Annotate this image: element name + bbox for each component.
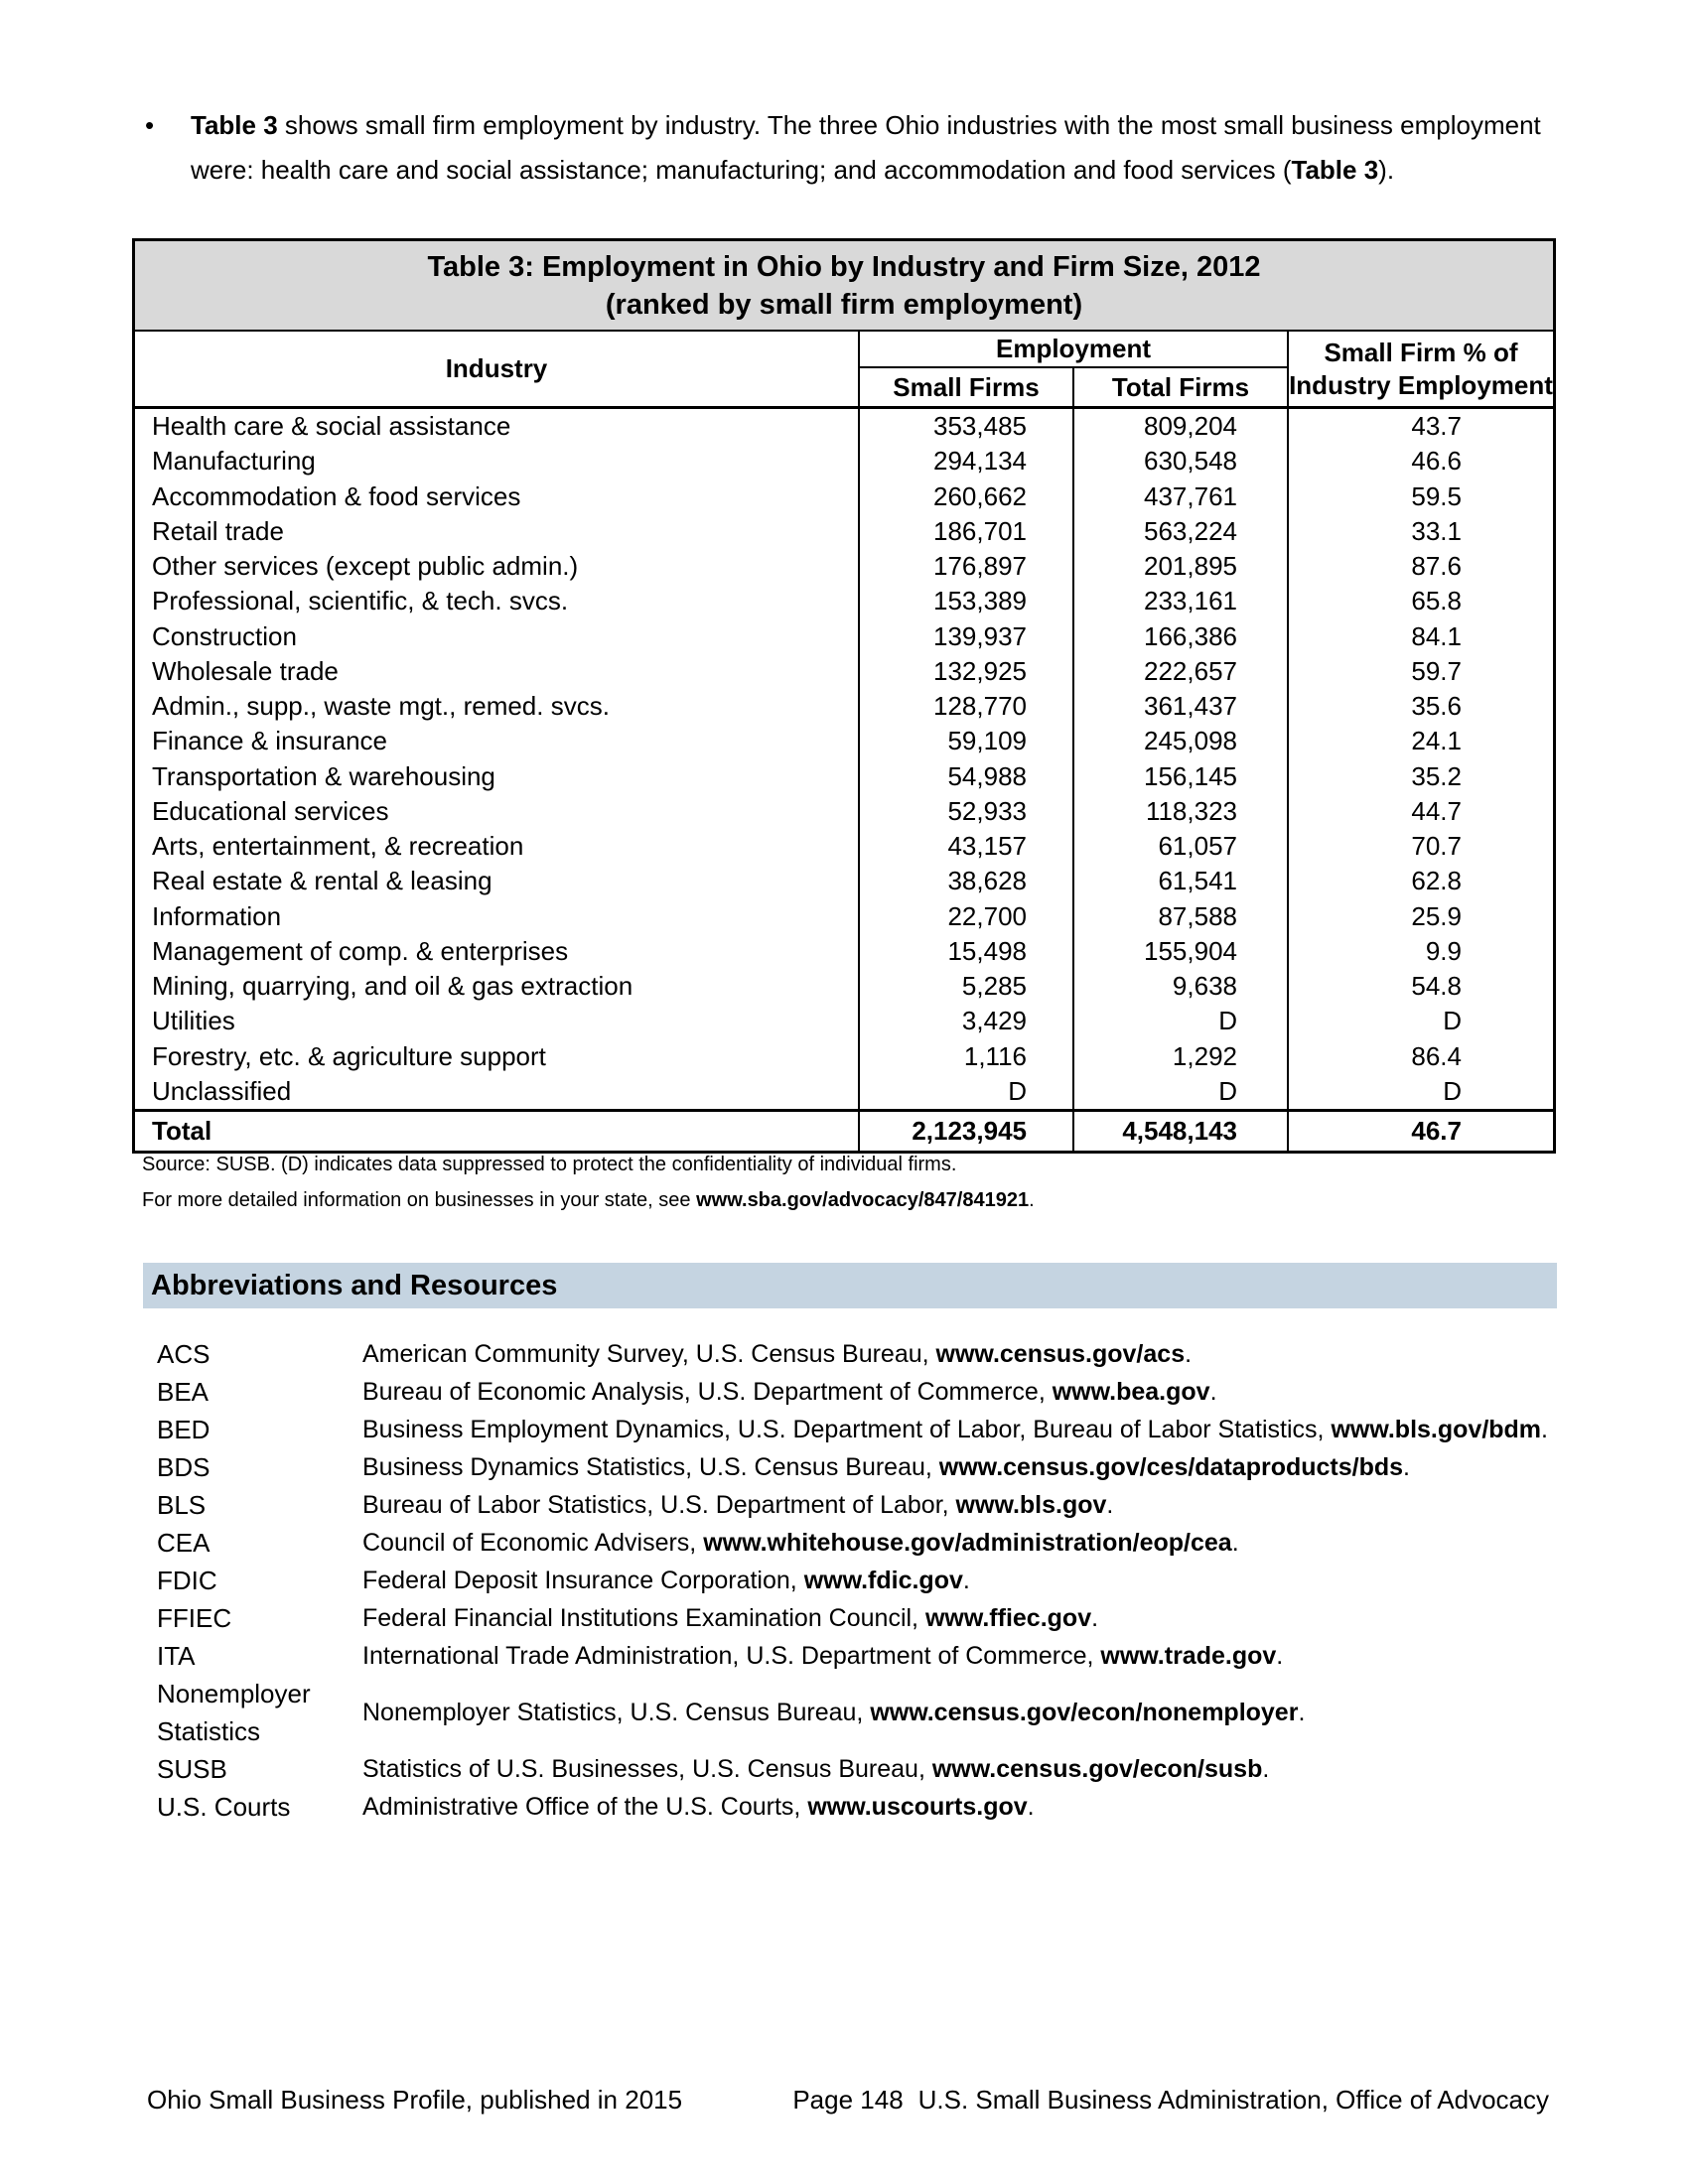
- abbreviation-suffix: .: [1091, 1604, 1099, 1632]
- abbreviation-suffix: .: [1231, 1529, 1239, 1557]
- abbreviation-url: www.fdic.gov: [803, 1567, 963, 1594]
- col-header-employment: Employment: [860, 332, 1289, 368]
- table-total-row: [135, 1109, 1553, 1151]
- table3-more-info: [142, 1188, 1035, 1212]
- table-row: [135, 444, 1553, 478]
- abbreviation-term: ITA: [157, 1641, 196, 1671]
- abbreviations-list: [157, 1335, 1626, 1826]
- footer-publication: Ohio Small Business Profile, published in 2015: [147, 2085, 683, 2115]
- cell-small-firms: 5,285: [860, 969, 1074, 1004]
- abbreviation-item: [157, 1524, 1626, 1562]
- abbreviation-description: [362, 1788, 1626, 1826]
- col-header-small-firm-pct: [1289, 332, 1553, 406]
- cell-industry: Other services (except public admin.): [135, 549, 860, 584]
- cell-small-firms: 59,109: [860, 724, 1074, 758]
- cell-small-firms: 176,897: [860, 549, 1074, 584]
- table-row: [135, 724, 1553, 758]
- cell-total-firms: 563,224: [1074, 514, 1289, 549]
- cell-industry: Arts, entertainment, & recreation: [135, 829, 860, 864]
- abbreviation-suffix: .: [1262, 1755, 1270, 1783]
- cell-total-firms: 155,904: [1074, 934, 1289, 969]
- cell-pct: D: [1443, 1006, 1462, 1036]
- cell-total-total-firms: 4,548,143: [1074, 1112, 1289, 1151]
- abbreviation-text: International Trade Administration, U.S. Department of Commerce,: [362, 1642, 1101, 1670]
- abbreviation-description: [362, 1524, 1626, 1562]
- abbreviation-url: www.uscourts.gov: [807, 1793, 1028, 1821]
- cell-total-firms: 809,204: [1074, 409, 1289, 444]
- cell-total-firms: 166,386: [1074, 619, 1289, 654]
- cell-total-label: Total: [135, 1112, 860, 1151]
- abbreviations-header-label: Abbreviations and Resources: [151, 1269, 558, 1301]
- cell-total-firms: 87,588: [1074, 899, 1289, 934]
- abbreviation-term: BLS: [157, 1490, 207, 1520]
- cell-pct: 70.7: [1411, 831, 1462, 862]
- cell-total-firms: D: [1074, 1004, 1289, 1038]
- table-row: [135, 479, 1553, 514]
- cell-industry: Accommodation & food services: [135, 479, 860, 514]
- cell-total-firms: 233,161: [1074, 584, 1289, 618]
- abbreviation-term: CEA: [157, 1528, 211, 1558]
- bullet-bold-table3: Table 3: [191, 110, 278, 140]
- abbreviation-url: www.bls.gov/bdm: [1331, 1416, 1542, 1443]
- abbreviation-url: www.census.gov/ces/dataproducts/bds: [938, 1453, 1404, 1481]
- more-info-suffix: .: [1029, 1189, 1035, 1211]
- abbreviation-text: Council of Economic Advisers,: [362, 1529, 704, 1557]
- cell-small-firms: 3,429: [860, 1004, 1074, 1038]
- abbreviation-term: ACS: [157, 1339, 211, 1369]
- abbreviation-url: www.census.gov/econ/susb: [931, 1755, 1263, 1783]
- cell-pct: 65.8: [1411, 586, 1462, 616]
- abbreviation-url: www.census.gov/acs: [935, 1340, 1186, 1368]
- cell-small-firms: 38,628: [860, 864, 1074, 898]
- col-header-pct-line2: Industry Employment: [1289, 369, 1553, 400]
- cell-industry: Manufacturing: [135, 444, 860, 478]
- table-row: [135, 1039, 1553, 1074]
- abbreviation-description: [362, 1373, 1626, 1411]
- cell-pct: 84.1: [1411, 620, 1462, 651]
- abbreviation-term: BED: [157, 1415, 211, 1444]
- col-header-industry: Industry: [135, 332, 860, 406]
- cell-total-firms: 222,657: [1074, 654, 1289, 689]
- cell-industry: Forestry, etc. & agriculture support: [135, 1039, 860, 1074]
- cell-pct: 87.6: [1411, 551, 1462, 582]
- abbreviation-item: [157, 1637, 1626, 1675]
- abbreviation-text: Bureau of Economic Analysis, U.S. Department of Commerce,: [362, 1378, 1053, 1406]
- abbreviation-text: Bureau of Labor Statistics, U.S. Department of Labor,: [362, 1491, 956, 1519]
- abbreviation-item: [157, 1486, 1626, 1524]
- abbreviation-term: FFIEC: [157, 1603, 232, 1633]
- abbreviation-suffix: .: [1185, 1340, 1193, 1368]
- abbreviation-description: [362, 1562, 1626, 1599]
- abbreviation-description: [362, 1335, 1626, 1373]
- abbreviations-section-header: [143, 1263, 1557, 1308]
- bullet-text: [191, 103, 1541, 193]
- bullet-body: shows small firm employment by industry. The three Ohio industries with the most small business employment were: health care and social assistance; manufacturing; and accommodation and food services (: [191, 110, 1541, 185]
- cell-small-firms: D: [860, 1074, 1074, 1109]
- abbreviation-suffix: .: [1541, 1416, 1548, 1443]
- abbreviation-text: American Community Survey, U.S. Census Bureau,: [362, 1340, 936, 1368]
- cell-small-firms: 294,134: [860, 444, 1074, 478]
- cell-total-small-firms: 2,123,945: [860, 1112, 1074, 1151]
- footer-agency: U.S. Small Business Administration, Office of Advocacy: [917, 2085, 1549, 2115]
- cell-industry: Retail trade: [135, 514, 860, 549]
- cell-industry: Finance & insurance: [135, 724, 860, 758]
- table-row: [135, 969, 1553, 1004]
- table-row: [135, 829, 1553, 864]
- cell-industry: Mining, quarrying, and oil & gas extraction: [135, 969, 860, 1004]
- cell-industry: Health care & social assistance: [135, 409, 860, 444]
- abbreviation-item: [157, 1675, 1626, 1750]
- cell-small-firms: 353,485: [860, 409, 1074, 444]
- table-row: [135, 864, 1553, 898]
- abbreviation-description: [362, 1750, 1626, 1788]
- cell-total-firms: 245,098: [1074, 724, 1289, 758]
- table-row: [135, 794, 1553, 829]
- abbreviation-item: [157, 1411, 1626, 1448]
- cell-industry: Educational services: [135, 794, 860, 829]
- cell-small-firms: 54,988: [860, 759, 1074, 794]
- table-row: [135, 514, 1553, 549]
- table-row: [135, 759, 1553, 794]
- table-row: [135, 549, 1553, 584]
- bullet-end: ).: [1378, 155, 1395, 185]
- abbreviation-suffix: .: [1106, 1491, 1114, 1519]
- abbreviation-description: [362, 1599, 1626, 1637]
- cell-total-firms: 201,895: [1074, 549, 1289, 584]
- bullet-icon: •: [145, 110, 155, 140]
- cell-industry: Admin., supp., waste mgt., remed. svcs.: [135, 689, 860, 724]
- table3-header: [135, 332, 1553, 409]
- cell-pct: D: [1443, 1075, 1462, 1106]
- summary-bullet: [145, 103, 1547, 193]
- table3-title: Table 3: Employment in Ohio by Industry and Firm Size, 2012: [427, 251, 1261, 283]
- table3-employment-by-industry: [132, 238, 1556, 1154]
- cell-total-firms: 437,761: [1074, 479, 1289, 514]
- abbreviation-item: [157, 1599, 1626, 1637]
- abbreviation-suffix: .: [1027, 1793, 1035, 1821]
- table-row: [135, 689, 1553, 724]
- col-header-total-firms: Total Firms: [1074, 368, 1289, 406]
- abbreviation-term: Nonemployer Statistics: [157, 1679, 311, 1746]
- abbreviation-term: BDS: [157, 1452, 211, 1482]
- table-row: [135, 654, 1553, 689]
- cell-pct: 35.2: [1411, 760, 1462, 791]
- table-row: [135, 1004, 1553, 1038]
- cell-small-firms: 260,662: [860, 479, 1074, 514]
- abbreviation-description: [362, 1637, 1626, 1675]
- table-row: [135, 899, 1553, 934]
- cell-small-firms: 15,498: [860, 934, 1074, 969]
- more-info-url: www.sba.gov/advocacy/847/841921: [696, 1189, 1030, 1211]
- abbreviation-item: [157, 1750, 1626, 1788]
- abbreviation-url: www.census.gov/econ/nonemployer: [870, 1699, 1299, 1726]
- cell-pct: 9.9: [1425, 935, 1462, 966]
- cell-small-firms: 52,933: [860, 794, 1074, 829]
- abbreviation-text: Federal Financial Institutions Examination Council,: [362, 1604, 925, 1632]
- abbreviation-text: Administrative Office of the U.S. Courts,: [362, 1793, 808, 1821]
- cell-industry: Construction: [135, 619, 860, 654]
- table-row: [135, 619, 1553, 654]
- abbreviation-item: [157, 1448, 1626, 1486]
- cell-total-firms: 1,292: [1074, 1039, 1289, 1074]
- cell-total-firms: 61,541: [1074, 864, 1289, 898]
- abbreviation-item: [157, 1373, 1626, 1411]
- cell-industry: Information: [135, 899, 860, 934]
- cell-industry: Transportation & warehousing: [135, 759, 860, 794]
- abbreviation-suffix: .: [1298, 1699, 1306, 1726]
- cell-small-firms: 128,770: [860, 689, 1074, 724]
- cell-small-firms: 132,925: [860, 654, 1074, 689]
- table-row: [135, 584, 1553, 618]
- table-row: [135, 934, 1553, 969]
- cell-pct: 59.5: [1411, 480, 1462, 511]
- abbreviation-text: Statistics of U.S. Businesses, U.S. Census Bureau,: [362, 1755, 932, 1783]
- col-header-pct-line1: Small Firm % of: [1324, 337, 1518, 367]
- cell-pct: 59.7: [1411, 655, 1462, 686]
- abbreviation-url: www.bls.gov: [955, 1491, 1107, 1519]
- abbreviation-text: Nonemployer Statistics, U.S. Census Bureau,: [362, 1699, 871, 1726]
- cell-pct: 33.1: [1411, 515, 1462, 546]
- abbreviation-text: Federal Deposit Insurance Corporation,: [362, 1567, 804, 1594]
- cell-small-firms: 153,389: [860, 584, 1074, 618]
- col-header-small-firms: Small Firms: [860, 368, 1074, 406]
- abbreviation-term: U.S. Courts: [157, 1792, 291, 1822]
- cell-industry: Unclassified: [135, 1074, 860, 1109]
- abbreviation-url: www.trade.gov: [1100, 1642, 1277, 1670]
- cell-pct: 35.6: [1411, 691, 1462, 722]
- cell-small-firms: 22,700: [860, 899, 1074, 934]
- abbreviation-url: www.ffiec.gov: [924, 1604, 1092, 1632]
- cell-pct: 43.7: [1411, 411, 1462, 442]
- cell-industry: Utilities: [135, 1004, 860, 1038]
- cell-total-firms: 61,057: [1074, 829, 1289, 864]
- abbreviation-suffix: .: [1209, 1378, 1217, 1406]
- cell-industry: Wholesale trade: [135, 654, 860, 689]
- abbreviation-suffix: .: [1403, 1453, 1410, 1481]
- abbreviation-term: SUSB: [157, 1754, 227, 1784]
- more-info-text: For more detailed information on businesses in your state, see: [142, 1189, 697, 1211]
- cell-total-pct: 46.7: [1411, 1116, 1462, 1146]
- cell-pct: 54.8: [1411, 971, 1462, 1002]
- abbreviation-text: Business Dynamics Statistics, U.S. Census Bureau,: [362, 1453, 939, 1481]
- abbreviation-url: www.whitehouse.gov/administration/eop/cea: [703, 1529, 1232, 1557]
- abbreviation-description: [362, 1411, 1626, 1448]
- cell-total-firms: 361,437: [1074, 689, 1289, 724]
- abbreviation-suffix: .: [962, 1567, 970, 1594]
- abbreviation-item: [157, 1562, 1626, 1599]
- cell-pct: 86.4: [1411, 1040, 1462, 1071]
- cell-total-firms: 118,323: [1074, 794, 1289, 829]
- cell-pct: 24.1: [1411, 726, 1462, 756]
- table3-title-band: [135, 241, 1553, 332]
- table-row: [135, 409, 1553, 444]
- table3-subtitle: (ranked by small firm employment): [605, 289, 1083, 321]
- cell-industry: Real estate & rental & leasing: [135, 864, 860, 898]
- table3-source-note: Source: SUSB. (D) indicates data suppressed to protect the confidentiality of individual firms.: [142, 1154, 957, 1175]
- table3-body: [135, 409, 1553, 1109]
- cell-industry: Management of comp. & enterprises: [135, 934, 860, 969]
- bullet-bold-table3-ref: Table 3: [1291, 155, 1379, 185]
- abbreviation-term: FDIC: [157, 1566, 217, 1595]
- cell-total-firms: 630,548: [1074, 444, 1289, 478]
- cell-total-firms: 156,145: [1074, 759, 1289, 794]
- cell-small-firms: 186,701: [860, 514, 1074, 549]
- abbreviation-text: Business Employment Dynamics, U.S. Department of Labor, Bureau of Labor Statistics,: [362, 1416, 1332, 1443]
- cell-pct: 25.9: [1411, 900, 1462, 931]
- footer-page-number: Page 148: [792, 2085, 904, 2115]
- abbreviation-term: BEA: [157, 1377, 210, 1407]
- cell-small-firms: 1,116: [860, 1039, 1074, 1074]
- cell-total-firms: D: [1074, 1074, 1289, 1109]
- table-row: [135, 1074, 1553, 1109]
- cell-industry: Professional, scientific, & tech. svcs.: [135, 584, 860, 618]
- abbreviation-suffix: .: [1276, 1642, 1284, 1670]
- abbreviation-item: [157, 1335, 1626, 1373]
- cell-total-firms: 9,638: [1074, 969, 1289, 1004]
- abbreviation-description: [362, 1448, 1626, 1486]
- cell-pct: 62.8: [1411, 866, 1462, 896]
- abbreviation-description: [362, 1486, 1626, 1524]
- cell-pct: 44.7: [1411, 795, 1462, 826]
- abbreviation-url: www.bea.gov: [1052, 1378, 1210, 1406]
- cell-small-firms: 43,157: [860, 829, 1074, 864]
- cell-pct: 46.6: [1411, 446, 1462, 477]
- abbreviation-description: [362, 1694, 1626, 1731]
- abbreviation-item: [157, 1788, 1626, 1826]
- cell-small-firms: 139,937: [860, 619, 1074, 654]
